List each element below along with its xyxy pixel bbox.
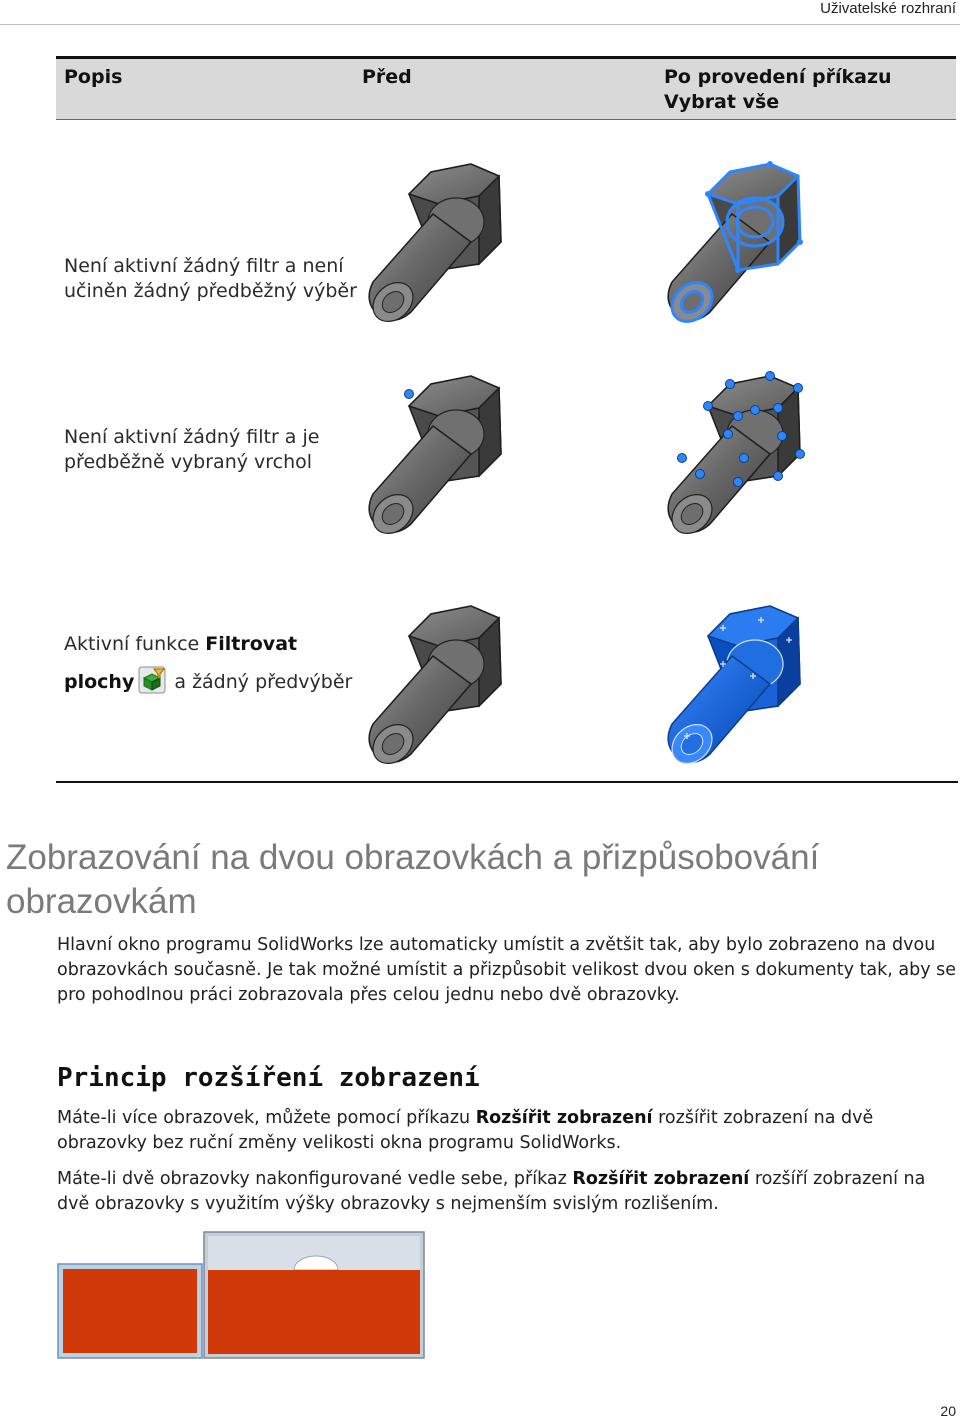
dual-screen-illustration bbox=[56, 1230, 428, 1360]
column-header-pred: Před bbox=[362, 66, 412, 88]
running-header: Uživatelské rozhraní bbox=[820, 0, 956, 17]
section-paragraph bbox=[57, 1167, 959, 1217]
bolt-before-image bbox=[361, 576, 561, 776]
left-monitor-screen bbox=[63, 1269, 197, 1353]
header-rule bbox=[0, 24, 960, 25]
paragraph-text: Máte-li dvě obrazovky nakonfigurované vedle sebe, příkaz bbox=[57, 1169, 573, 1189]
row-description: Není aktivní žádný filtr a není učiněn žádný předběžný výběr bbox=[64, 255, 357, 302]
bolt-before-image bbox=[361, 346, 561, 546]
comparison-table bbox=[56, 56, 956, 693]
page-number: 20 bbox=[940, 1403, 956, 1419]
table-row bbox=[56, 572, 956, 782]
table-bottom-rule bbox=[56, 781, 958, 783]
command-name: Rozšířit zobrazení bbox=[475, 1108, 653, 1128]
table-header-row bbox=[56, 56, 956, 120]
bolt-before-image bbox=[361, 134, 561, 334]
section-title-span-display: Princip rozšíření zobrazení bbox=[57, 1063, 480, 1093]
paragraph-text: rozšíří zobrazení na dvě obrazovky s využitím výšky obrazovky s nejmenším svislým rozlišením. bbox=[57, 1169, 926, 1214]
row-description bbox=[64, 625, 364, 701]
command-name: Rozšířit zobrazení bbox=[572, 1169, 750, 1189]
table-row bbox=[56, 346, 956, 566]
section-title-dual-screen: Zobrazování na dvou obrazovkách a přizpůsobování obrazovkám bbox=[6, 838, 820, 921]
description-suffix: a žádný předvýběr bbox=[168, 671, 353, 693]
bolt-after-image bbox=[660, 134, 860, 334]
paragraph-text: Máte-li více obrazovek, můžete pomocí příkazu bbox=[57, 1108, 476, 1128]
bolt-after-image bbox=[660, 576, 860, 776]
column-header-popis: Popis bbox=[64, 66, 123, 88]
column-header-po: Po provedení příkazu Vybrat vše bbox=[664, 66, 892, 113]
description-prefix: Aktivní funkce bbox=[64, 633, 206, 655]
filter-faces-icon bbox=[138, 666, 166, 694]
table-row bbox=[56, 120, 956, 336]
section-paragraph: Hlavní okno programu SolidWorks lze automaticky umístit a zvětšit tak, aby bylo zobrazeno na dvou obrazovkách současně. Je tak možné umístit a přizpůsobit velikost dvou oken s dokumenty tak, aby se pro pohodlnou práci zobrazovala přes celou jednu nebo dvě obrazovky. bbox=[57, 935, 957, 1005]
paragraph-text: rozšířit zobrazení na dvě obrazovky bez ruční změny velikosti okna programu SolidWorks. bbox=[57, 1108, 874, 1153]
section-paragraph bbox=[57, 1106, 959, 1156]
right-monitor-screen bbox=[208, 1270, 420, 1354]
filter-faces-label: Filtrovat plochy bbox=[64, 633, 298, 693]
bolt-after-image bbox=[660, 346, 860, 546]
row-description: Není aktivní žádný filtr a je předběžně vybraný vrchol bbox=[64, 426, 320, 473]
